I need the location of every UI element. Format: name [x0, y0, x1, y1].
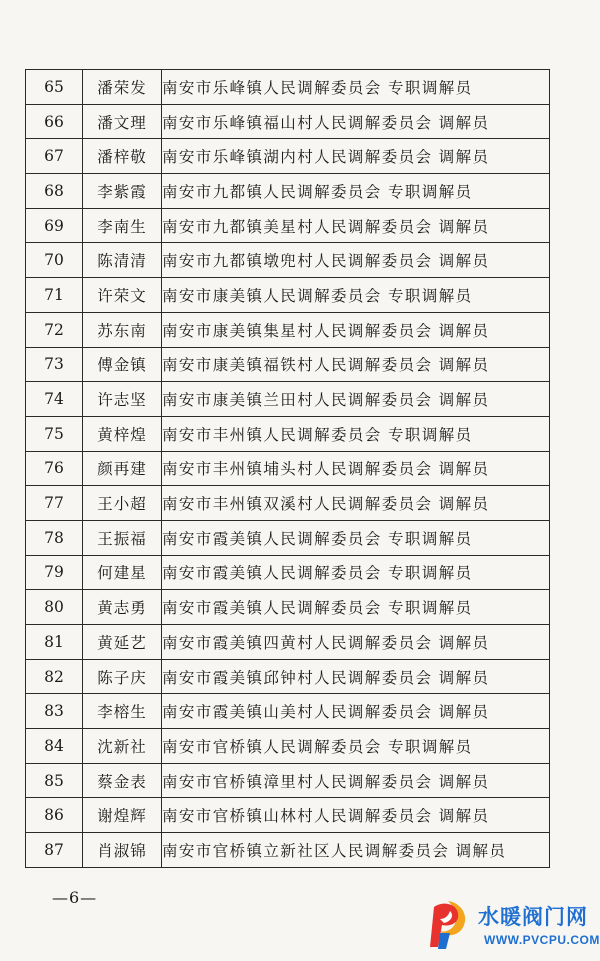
pv-logo-icon: [426, 897, 474, 953]
watermark-url: WWW.PVCPU.COM: [484, 933, 600, 947]
organization-position: 南安市丰州镇埔头村人民调解委员会 调解员: [162, 451, 550, 486]
organization-position: 南安市乐峰镇福山村人民调解委员会 调解员: [162, 104, 550, 139]
person-name: 陈清清: [83, 243, 162, 278]
row-number: 83: [26, 694, 83, 729]
table-row: [26, 659, 550, 694]
organization-position: 南安市官桥镇漳里村人民调解委员会 调解员: [162, 763, 550, 798]
table-row: [26, 208, 550, 243]
table-row: [26, 104, 550, 139]
row-number: 82: [26, 659, 83, 694]
organization-position: 南安市乐峰镇湖内村人民调解委员会 调解员: [162, 139, 550, 174]
table-row: [26, 70, 550, 105]
person-name: 许志坚: [83, 382, 162, 417]
organization-position: 南安市霞美镇邱钟村人民调解委员会 调解员: [162, 659, 550, 694]
row-number: 76: [26, 451, 83, 486]
table-row: [26, 347, 550, 382]
person-name: 谢煌辉: [83, 798, 162, 833]
person-name: 蔡金表: [83, 763, 162, 798]
row-number: 84: [26, 729, 83, 764]
person-name: 潘荣发: [83, 70, 162, 105]
row-number: 67: [26, 139, 83, 174]
row-number: 85: [26, 763, 83, 798]
person-name: 傅金镇: [83, 347, 162, 382]
person-name: 黄延艺: [83, 625, 162, 660]
table-row: [26, 694, 550, 729]
row-number: 81: [26, 625, 83, 660]
person-name: 黄梓煌: [83, 416, 162, 451]
organization-position: 南安市霞美镇山美村人民调解委员会 调解员: [162, 694, 550, 729]
person-name: 潘文理: [83, 104, 162, 139]
organization-position: 南安市霞美镇人民调解委员会 专职调解员: [162, 520, 550, 555]
person-name: 王振福: [83, 520, 162, 555]
person-name: 沈新社: [83, 729, 162, 764]
table-row: [26, 763, 550, 798]
page-number: —6—: [52, 888, 98, 907]
table-row: [26, 729, 550, 764]
table-row: [26, 486, 550, 521]
organization-position: 南安市官桥镇山林村人民调解委员会 调解员: [162, 798, 550, 833]
row-number: 75: [26, 416, 83, 451]
organization-position: 南安市霞美镇四黄村人民调解委员会 调解员: [162, 625, 550, 660]
person-name: 何建星: [83, 555, 162, 590]
row-number: 80: [26, 590, 83, 625]
row-number: 70: [26, 243, 83, 278]
row-number: 71: [26, 278, 83, 313]
organization-position: 南安市康美镇福铁村人民调解委员会 调解员: [162, 347, 550, 382]
person-name: 颜再建: [83, 451, 162, 486]
table-row: [26, 139, 550, 174]
roster-body: [26, 70, 550, 868]
organization-position: 南安市康美镇兰田村人民调解委员会 调解员: [162, 382, 550, 417]
organization-position: 南安市丰州镇人民调解委员会 专职调解员: [162, 416, 550, 451]
person-name: 李榕生: [83, 694, 162, 729]
table-row: [26, 174, 550, 209]
table-row: [26, 451, 550, 486]
mediator-roster-table: [25, 69, 550, 868]
organization-position: 南安市乐峰镇人民调解委员会 专职调解员: [162, 70, 550, 105]
person-name: 苏东南: [83, 312, 162, 347]
organization-position: 南安市霞美镇人民调解委员会 专职调解员: [162, 555, 550, 590]
row-number: 86: [26, 798, 83, 833]
person-name: 陈子庆: [83, 659, 162, 694]
organization-position: 南安市九都镇人民调解委员会 专职调解员: [162, 174, 550, 209]
table-row: [26, 520, 550, 555]
table-row: [26, 416, 550, 451]
row-number: 66: [26, 104, 83, 139]
table-row: [26, 312, 550, 347]
row-number: 72: [26, 312, 83, 347]
table-row: [26, 590, 550, 625]
site-watermark[interactable]: [420, 893, 598, 957]
row-number: 77: [26, 486, 83, 521]
organization-position: 南安市九都镇墩兜村人民调解委员会 调解员: [162, 243, 550, 278]
row-number: 79: [26, 555, 83, 590]
table-row: [26, 243, 550, 278]
person-name: 潘梓敬: [83, 139, 162, 174]
organization-position: 南安市官桥镇人民调解委员会 专职调解员: [162, 729, 550, 764]
row-number: 87: [26, 833, 83, 868]
watermark-title: 水暖阀门网: [478, 905, 588, 929]
person-name: 许荣文: [83, 278, 162, 313]
table-row: [26, 798, 550, 833]
row-number: 65: [26, 70, 83, 105]
row-number: 78: [26, 520, 83, 555]
row-number: 73: [26, 347, 83, 382]
row-number: 68: [26, 174, 83, 209]
organization-position: 南安市丰州镇双溪村人民调解委员会 调解员: [162, 486, 550, 521]
organization-position: 南安市九都镇美星村人民调解委员会 调解员: [162, 208, 550, 243]
organization-position: 南安市霞美镇人民调解委员会 专职调解员: [162, 590, 550, 625]
table-row: [26, 382, 550, 417]
person-name: 李南生: [83, 208, 162, 243]
row-number: 69: [26, 208, 83, 243]
row-number: 74: [26, 382, 83, 417]
person-name: 李紫霞: [83, 174, 162, 209]
person-name: 王小超: [83, 486, 162, 521]
organization-position: 南安市康美镇人民调解委员会 专职调解员: [162, 278, 550, 313]
person-name: 黄志勇: [83, 590, 162, 625]
table-row: [26, 625, 550, 660]
table-row: [26, 555, 550, 590]
organization-position: 南安市官桥镇立新社区人民调解委员会 调解员: [162, 833, 550, 868]
organization-position: 南安市康美镇集星村人民调解委员会 调解员: [162, 312, 550, 347]
table-row: [26, 833, 550, 868]
table-row: [26, 278, 550, 313]
person-name: 肖淑锦: [83, 833, 162, 868]
